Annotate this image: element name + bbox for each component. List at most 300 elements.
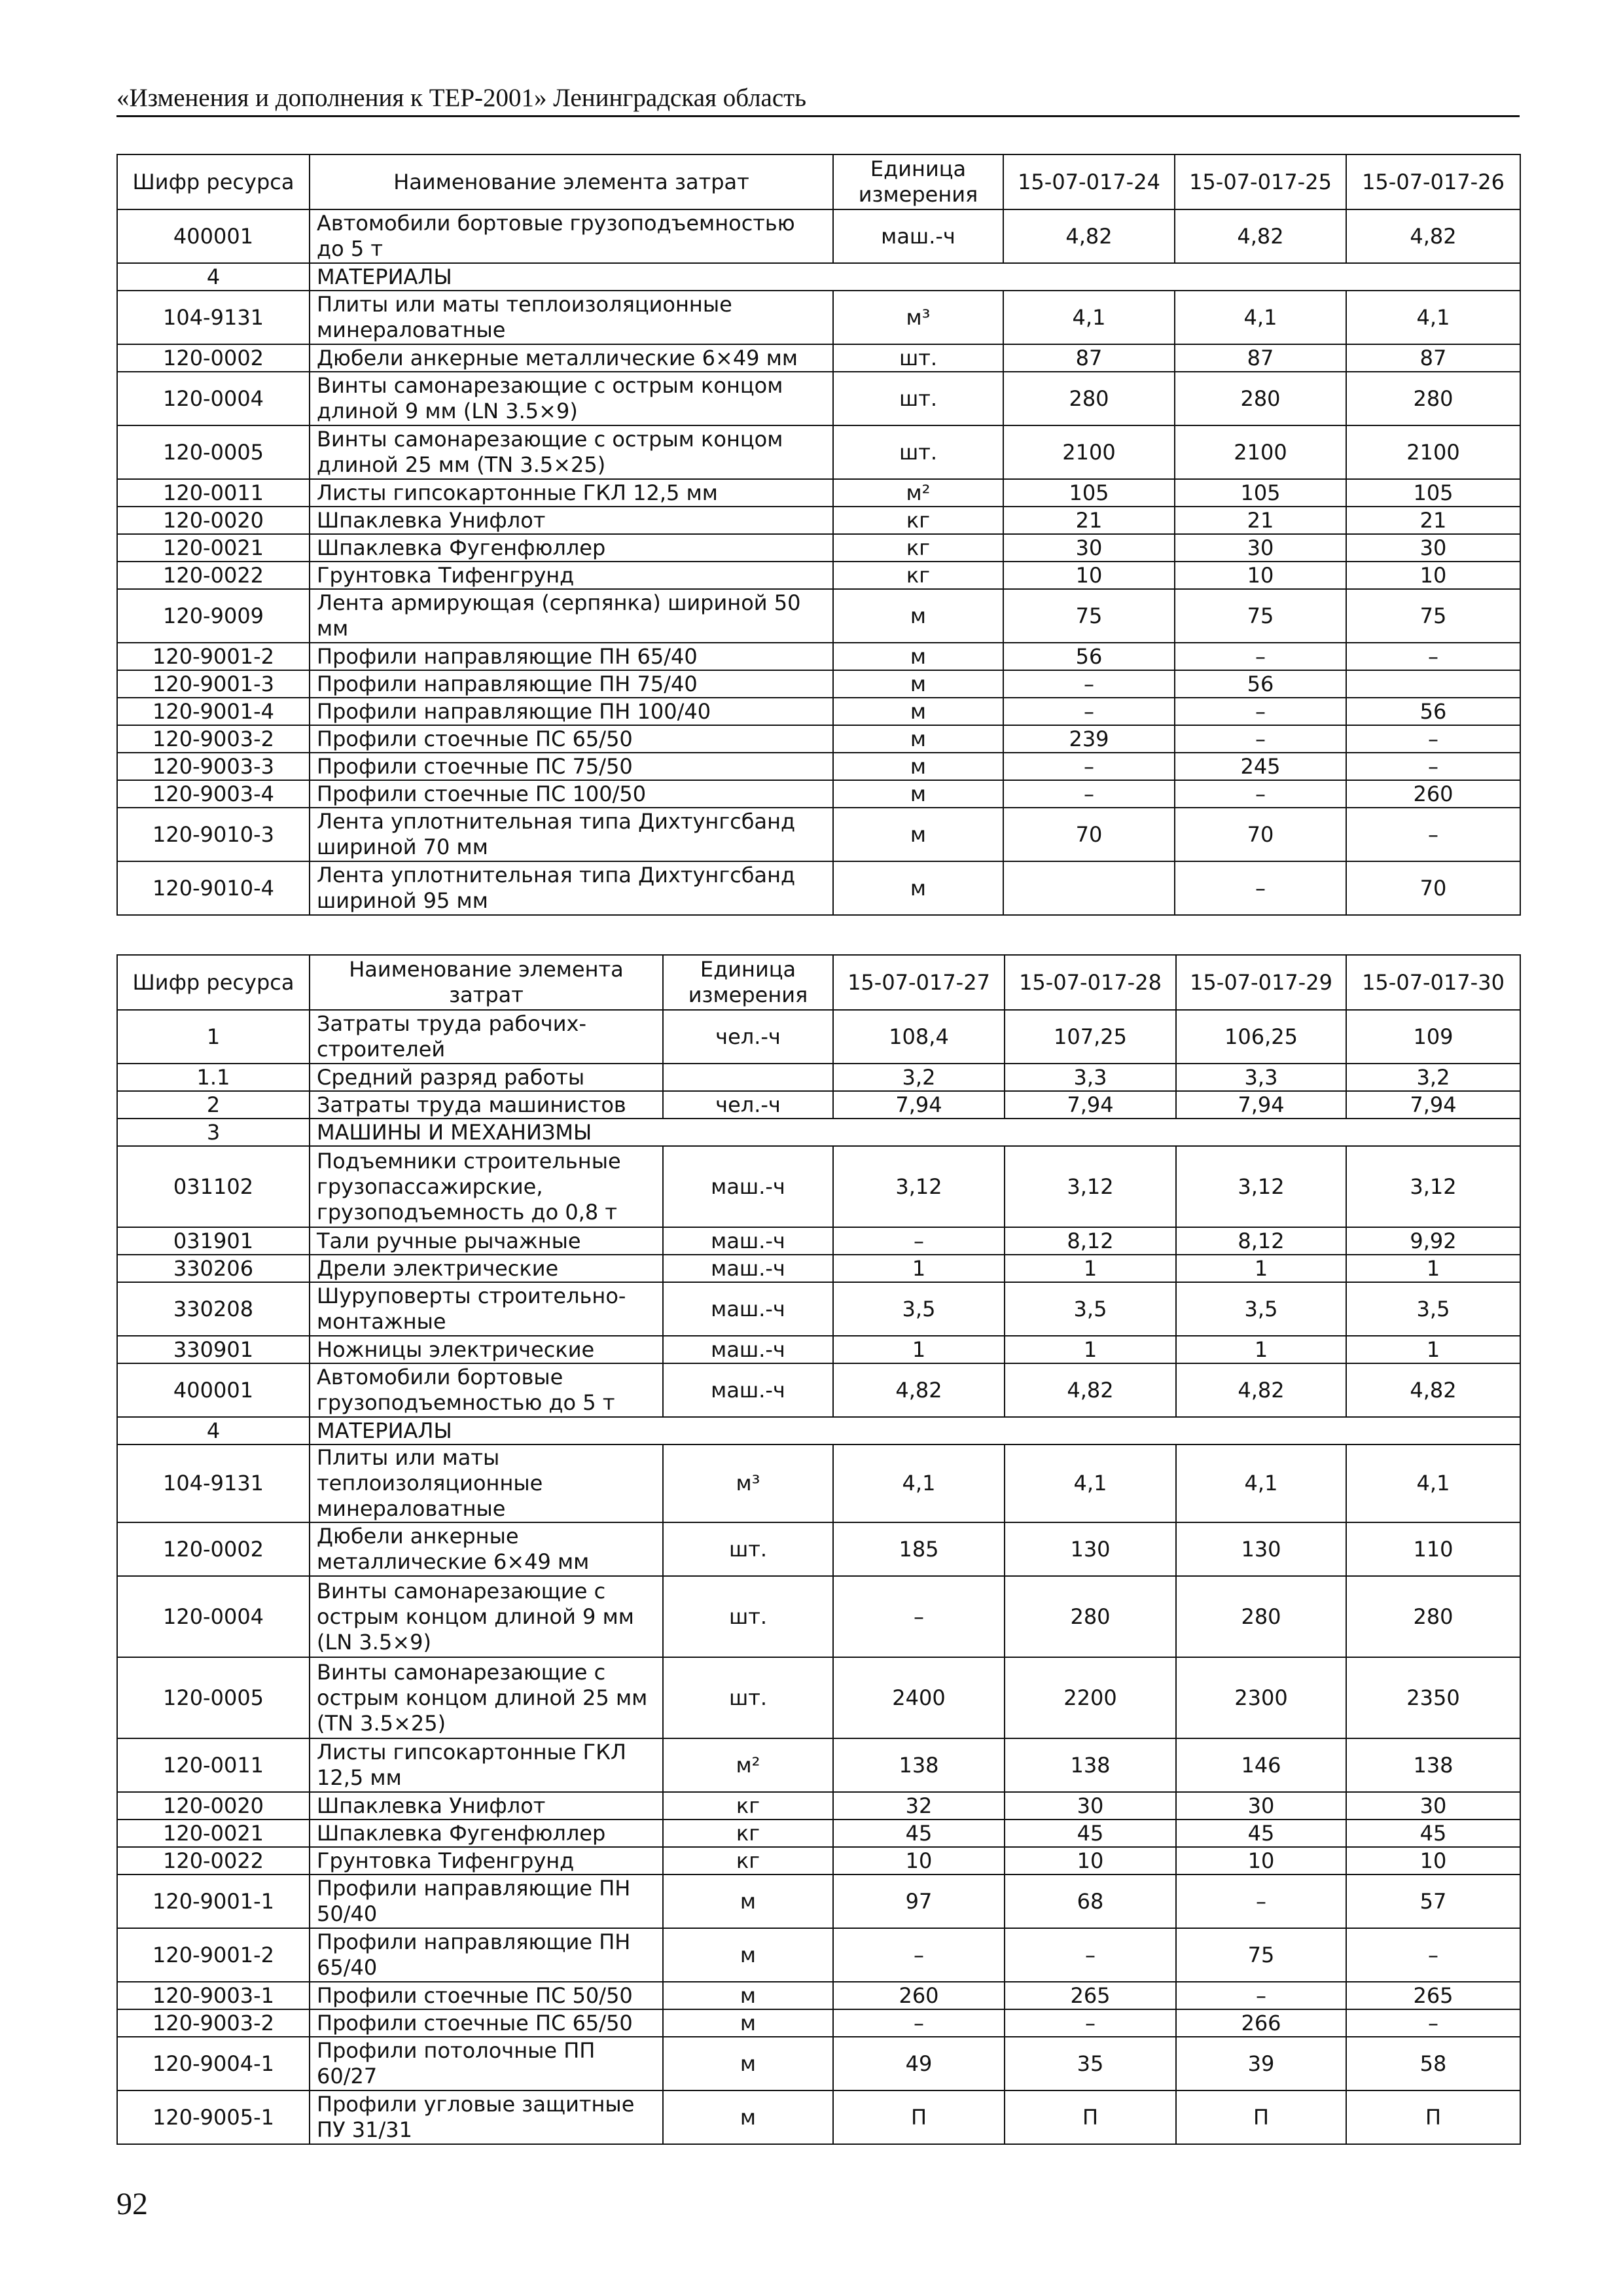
- value-cell: 70: [1003, 808, 1175, 861]
- value-cell: 138: [833, 1738, 1005, 1792]
- unit-cell: м: [833, 589, 1003, 643]
- resource-code-cell: 120-0005: [117, 425, 310, 479]
- value-cell: 245: [1175, 753, 1346, 780]
- unit-cell: м³: [833, 291, 1003, 344]
- value-cell: 105: [1003, 479, 1175, 507]
- value-cell: 70: [1175, 808, 1346, 861]
- resource-code-cell: 120-0020: [117, 507, 310, 534]
- resource-code-cell: 120-0002: [117, 344, 310, 372]
- column-header: 15-07-017-28: [1005, 955, 1176, 1010]
- value-cell: 56: [1175, 670, 1346, 698]
- value-cell: –: [833, 1576, 1005, 1657]
- value-cell: 4,1: [1346, 291, 1520, 344]
- resource-code-cell: 120-9001-2: [117, 1928, 310, 1982]
- value-cell: 57: [1346, 1874, 1520, 1928]
- unit-cell: [663, 1064, 833, 1091]
- value-cell: 4,82: [1175, 209, 1346, 263]
- table-row: [117, 1928, 1520, 1982]
- table-row: [117, 1064, 1520, 1091]
- value-cell: 30: [1346, 534, 1520, 562]
- cost-table-1: [116, 154, 1521, 916]
- value-cell: 2350: [1346, 1657, 1520, 1738]
- table-row: [117, 507, 1520, 534]
- value-cell: 3,12: [833, 1146, 1005, 1227]
- cost-element-name-cell: Лента уплотнительная типа Дихтунгсбанд шириной 70 мм: [310, 808, 833, 861]
- resource-code-cell: 120-0011: [117, 479, 310, 507]
- value-cell: 45: [1176, 1820, 1346, 1847]
- value-cell: 1: [833, 1255, 1005, 1282]
- value-cell: 30: [1005, 1792, 1176, 1820]
- value-cell: –: [1175, 725, 1346, 753]
- value-cell: 4,1: [1003, 291, 1175, 344]
- value-cell: 3,3: [1005, 1064, 1176, 1091]
- resource-code-cell: 120-9001-2: [117, 643, 310, 670]
- value-cell: 10: [1346, 562, 1520, 589]
- value-cell: 146: [1176, 1738, 1346, 1792]
- value-cell: 1: [1346, 1255, 1520, 1282]
- unit-cell: чел.-ч: [663, 1010, 833, 1064]
- value-cell: 56: [1003, 643, 1175, 670]
- value-cell: 49: [833, 2037, 1005, 2090]
- section-row: [117, 263, 1520, 291]
- resource-code-cell: 120-0002: [117, 1522, 310, 1576]
- value-cell: 87: [1175, 344, 1346, 372]
- value-cell: 4,82: [1346, 209, 1520, 263]
- table-row: [117, 209, 1520, 263]
- table-row: [117, 534, 1520, 562]
- value-cell: –: [1003, 698, 1175, 725]
- cost-element-name-cell: Профили направляющие ПН 65/40: [310, 1928, 663, 1982]
- resource-code-cell: 031102: [117, 1146, 310, 1227]
- value-cell: –: [1346, 725, 1520, 753]
- unit-cell: маш.-ч: [663, 1363, 833, 1417]
- unit-cell: м: [663, 1928, 833, 1982]
- cost-element-name-cell: Профили угловые защитные ПУ 31/31: [310, 2090, 663, 2144]
- unit-cell: маш.-ч: [663, 1255, 833, 1282]
- value-cell: –: [1175, 643, 1346, 670]
- value-cell: 3,2: [1346, 1064, 1520, 1091]
- value-cell: 10: [1003, 562, 1175, 589]
- value-cell: 3,2: [833, 1064, 1005, 1091]
- value-cell: 2300: [1176, 1657, 1346, 1738]
- unit-cell: м: [833, 725, 1003, 753]
- cost-element-name-cell: Винты самонарезающие с острым концом длиной 25 мм (TN 3.5×25): [310, 1657, 663, 1738]
- resource-code-cell: 104-9131: [117, 1444, 310, 1522]
- table-row: [117, 1982, 1520, 2009]
- table-row: [117, 861, 1520, 915]
- value-cell: 130: [1005, 1522, 1176, 1576]
- value-cell: 7,94: [1176, 1091, 1346, 1119]
- table-row: [117, 589, 1520, 643]
- column-header: Единица измерения: [663, 955, 833, 1010]
- table-row: [117, 1820, 1520, 1847]
- table-header-row: [117, 955, 1520, 1010]
- value-cell: 4,82: [1003, 209, 1175, 263]
- resource-code-cell: 3: [117, 1119, 310, 1146]
- value-cell: 3,5: [1346, 1282, 1520, 1336]
- table-row: [117, 372, 1520, 425]
- value-cell: П: [1346, 2090, 1520, 2144]
- value-cell: 280: [1176, 1576, 1346, 1657]
- value-cell: 130: [1176, 1522, 1346, 1576]
- unit-cell: шт.: [663, 1522, 833, 1576]
- table-row: [117, 1146, 1520, 1227]
- cost-element-name-cell: Профили стоечные ПС 75/50: [310, 753, 833, 780]
- resource-code-cell: 120-0005: [117, 1657, 310, 1738]
- table-row: [117, 1363, 1520, 1417]
- table-row: [117, 1227, 1520, 1255]
- resource-code-cell: 120-9001-4: [117, 698, 310, 725]
- table-row: [117, 1874, 1520, 1928]
- cost-element-name-cell: Профили направляющие ПН 50/40: [310, 1874, 663, 1928]
- table-row: [117, 1336, 1520, 1363]
- value-cell: 30: [1003, 534, 1175, 562]
- value-cell: 10: [1175, 562, 1346, 589]
- column-header: 15-07-017-24: [1003, 154, 1175, 209]
- cost-element-name-cell: Подъемники строительные грузопассажирские, грузоподъемность до 0,8 т: [310, 1146, 663, 1227]
- resource-code-cell: 120-9009: [117, 589, 310, 643]
- unit-cell: чел.-ч: [663, 1091, 833, 1119]
- value-cell: 3,5: [833, 1282, 1005, 1336]
- cost-element-name-cell: Профили направляющие ПН 65/40: [310, 643, 833, 670]
- cost-element-name-cell: Шуруповерты строительно-монтажные: [310, 1282, 663, 1336]
- value-cell: –: [1176, 1874, 1346, 1928]
- value-cell: –: [1003, 753, 1175, 780]
- value-cell: 108,4: [833, 1010, 1005, 1064]
- value-cell: 1: [1176, 1336, 1346, 1363]
- value-cell: 2100: [1003, 425, 1175, 479]
- cost-element-name-cell: Тали ручные рычажные: [310, 1227, 663, 1255]
- column-header: Шифр ресурса: [117, 955, 310, 1010]
- cost-element-name-cell: Листы гипсокартонные ГКЛ 12,5 мм: [310, 1738, 663, 1792]
- unit-cell: кг: [833, 534, 1003, 562]
- value-cell: 3,5: [1005, 1282, 1176, 1336]
- cost-element-name-cell: Профили направляющие ПН 100/40: [310, 698, 833, 725]
- value-cell: –: [1346, 808, 1520, 861]
- value-cell: –: [833, 2009, 1005, 2037]
- table-row: [117, 725, 1520, 753]
- cost-element-name-cell: МАТЕРИАЛЫ: [310, 1417, 1520, 1444]
- cost-element-name-cell: Плиты или маты теплоизоляционные минераловатные: [310, 1444, 663, 1522]
- table-row: [117, 1738, 1520, 1792]
- cost-element-name-cell: Дюбели анкерные металлические 6×49 мм: [310, 1522, 663, 1576]
- value-cell: –: [1346, 2009, 1520, 2037]
- value-cell: 280: [1175, 372, 1346, 425]
- table-row: [117, 1010, 1520, 1064]
- unit-cell: м: [833, 753, 1003, 780]
- value-cell: 280: [1346, 1576, 1520, 1657]
- resource-code-cell: 120-9001-1: [117, 1874, 310, 1928]
- cost-element-name-cell: Ножницы электрические: [310, 1336, 663, 1363]
- cost-element-name-cell: Дюбели анкерные металлические 6×49 мм: [310, 344, 833, 372]
- cost-element-name-cell: Профили направляющие ПН 75/40: [310, 670, 833, 698]
- resource-code-cell: 120-9004-1: [117, 2037, 310, 2090]
- value-cell: 265: [1346, 1982, 1520, 2009]
- value-cell: 107,25: [1005, 1010, 1176, 1064]
- table-row: [117, 670, 1520, 698]
- value-cell: 138: [1005, 1738, 1176, 1792]
- value-cell: 4,82: [833, 1363, 1005, 1417]
- resource-code-cell: 120-0022: [117, 562, 310, 589]
- value-cell: 97: [833, 1874, 1005, 1928]
- value-cell: 9,92: [1346, 1227, 1520, 1255]
- value-cell: –: [833, 1227, 1005, 1255]
- value-cell: 10: [1176, 1847, 1346, 1874]
- table-row: [117, 1792, 1520, 1820]
- value-cell: 8,12: [1005, 1227, 1176, 1255]
- cost-element-name-cell: Шпаклевка Унифлот: [310, 1792, 663, 1820]
- unit-cell: м²: [833, 479, 1003, 507]
- column-header: Единица измерения: [833, 154, 1003, 209]
- resource-code-cell: 120-0004: [117, 1576, 310, 1657]
- column-header: 15-07-017-25: [1175, 154, 1346, 209]
- column-header: 15-07-017-26: [1346, 154, 1520, 209]
- value-cell: 45: [833, 1820, 1005, 1847]
- value-cell: 45: [1346, 1820, 1520, 1847]
- resource-code-cell: 120-9003-2: [117, 725, 310, 753]
- cost-element-name-cell: Затраты труда рабочих-строителей: [310, 1010, 663, 1064]
- value-cell: 21: [1346, 507, 1520, 534]
- cost-element-name-cell: Грунтовка Тифенгрунд: [310, 562, 833, 589]
- unit-cell: м: [833, 780, 1003, 808]
- running-header: «Изменения и дополнения к ТЕР-2001» Ленинградская область: [116, 84, 1520, 117]
- resource-code-cell: 330206: [117, 1255, 310, 1282]
- value-cell: 30: [1346, 1792, 1520, 1820]
- resource-code-cell: 400001: [117, 1363, 310, 1417]
- value-cell: –: [1003, 780, 1175, 808]
- value-cell: 280: [1346, 372, 1520, 425]
- value-cell: 21: [1003, 507, 1175, 534]
- resource-code-cell: 031901: [117, 1227, 310, 1255]
- value-cell: 105: [1175, 479, 1346, 507]
- table-row: [117, 1576, 1520, 1657]
- value-cell: П: [1005, 2090, 1176, 2144]
- resource-code-cell: 120-9005-1: [117, 2090, 310, 2144]
- table-row: [117, 291, 1520, 344]
- value-cell: 32: [833, 1792, 1005, 1820]
- unit-cell: кг: [833, 507, 1003, 534]
- resource-code-cell: 4: [117, 1417, 310, 1444]
- value-cell: 75: [1175, 589, 1346, 643]
- cost-table-2: [116, 954, 1521, 2145]
- value-cell: –: [1175, 861, 1346, 915]
- unit-cell: м: [833, 861, 1003, 915]
- value-cell: 105: [1346, 479, 1520, 507]
- value-cell: 2100: [1346, 425, 1520, 479]
- value-cell: –: [1005, 2009, 1176, 2037]
- resource-code-cell: 2: [117, 1091, 310, 1119]
- cost-element-name-cell: МАТЕРИАЛЫ: [310, 263, 1520, 291]
- value-cell: 3,12: [1005, 1146, 1176, 1227]
- cost-element-name-cell: Лента армирующая (серпянка) шириной 50 мм: [310, 589, 833, 643]
- value-cell: 30: [1175, 534, 1346, 562]
- column-header: Наименование элемента затрат: [310, 955, 663, 1010]
- cost-element-name-cell: Профили стоечные ПС 100/50: [310, 780, 833, 808]
- resource-code-cell: 120-0022: [117, 1847, 310, 1874]
- resource-code-cell: 330208: [117, 1282, 310, 1336]
- page-number: 92: [116, 2187, 148, 2221]
- value-cell: 30: [1176, 1792, 1346, 1820]
- table-row: [117, 1282, 1520, 1336]
- cost-element-name-cell: Средний разряд работы: [310, 1064, 663, 1091]
- resource-code-cell: 120-9010-4: [117, 861, 310, 915]
- value-cell: 10: [833, 1847, 1005, 1874]
- value-cell: 75: [1346, 589, 1520, 643]
- value-cell: 2200: [1005, 1657, 1176, 1738]
- table-row: [117, 2009, 1520, 2037]
- unit-cell: шт.: [663, 1576, 833, 1657]
- unit-cell: м³: [663, 1444, 833, 1522]
- value-cell: 4,82: [1176, 1363, 1346, 1417]
- cost-element-name-cell: Винты самонарезающие с острым концом длиной 25 мм (TN 3.5×25): [310, 425, 833, 479]
- cost-element-name-cell: МАШИНЫ И МЕХАНИЗМЫ: [310, 1119, 1520, 1146]
- unit-cell: м: [833, 643, 1003, 670]
- unit-cell: м: [663, 1874, 833, 1928]
- value-cell: 4,82: [1346, 1363, 1520, 1417]
- value-cell: 260: [833, 1982, 1005, 2009]
- cost-element-name-cell: Шпаклевка Фугенфюллер: [310, 1820, 663, 1847]
- cost-element-name-cell: Винты самонарезающие с острым концом длиной 9 мм (LN 3.5×9): [310, 1576, 663, 1657]
- cost-element-name-cell: Затраты труда машинистов: [310, 1091, 663, 1119]
- table-row: [117, 1255, 1520, 1282]
- value-cell: 7,94: [1346, 1091, 1520, 1119]
- table-row: [117, 562, 1520, 589]
- value-cell: –: [833, 1928, 1005, 1982]
- column-header: 15-07-017-29: [1176, 955, 1346, 1010]
- unit-cell: кг: [663, 1820, 833, 1847]
- value-cell: 3,5: [1176, 1282, 1346, 1336]
- table-row: [117, 2037, 1520, 2090]
- resource-code-cell: 400001: [117, 209, 310, 263]
- value-cell: 1: [1005, 1255, 1176, 1282]
- resource-code-cell: 120-9010-3: [117, 808, 310, 861]
- value-cell: 260: [1346, 780, 1520, 808]
- value-cell: 75: [1003, 589, 1175, 643]
- value-cell: 7,94: [833, 1091, 1005, 1119]
- unit-cell: м: [833, 670, 1003, 698]
- unit-cell: м: [833, 698, 1003, 725]
- resource-code-cell: 120-0004: [117, 372, 310, 425]
- resource-code-cell: 4: [117, 263, 310, 291]
- unit-cell: маш.-ч: [663, 1146, 833, 1227]
- cost-element-name-cell: Грунтовка Тифенгрунд: [310, 1847, 663, 1874]
- value-cell: 4,1: [1346, 1444, 1520, 1522]
- value-cell: –: [1003, 670, 1175, 698]
- section-row: [117, 1119, 1520, 1146]
- unit-cell: маш.-ч: [833, 209, 1003, 263]
- value-cell: 2400: [833, 1657, 1005, 1738]
- table-row: [117, 780, 1520, 808]
- resource-code-cell: 120-9001-3: [117, 670, 310, 698]
- value-cell: 4,1: [833, 1444, 1005, 1522]
- cost-element-name-cell: Профили стоечные ПС 50/50: [310, 1982, 663, 2009]
- unit-cell: маш.-ч: [663, 1282, 833, 1336]
- value-cell: 185: [833, 1522, 1005, 1576]
- resource-code-cell: 120-0020: [117, 1792, 310, 1820]
- unit-cell: маш.-ч: [663, 1227, 833, 1255]
- cost-element-name-cell: Листы гипсокартонные ГКЛ 12,5 мм: [310, 479, 833, 507]
- table-row: [117, 1847, 1520, 1874]
- value-cell: 1: [1176, 1255, 1346, 1282]
- resource-code-cell: 120-9003-4: [117, 780, 310, 808]
- unit-cell: м: [833, 808, 1003, 861]
- cost-element-name-cell: Профили стоечные ПС 65/50: [310, 2009, 663, 2037]
- cost-element-name-cell: Шпаклевка Фугенфюллер: [310, 534, 833, 562]
- unit-cell: шт.: [663, 1657, 833, 1738]
- unit-cell: шт.: [833, 344, 1003, 372]
- table-row: [117, 643, 1520, 670]
- resource-code-cell: 120-9003-2: [117, 2009, 310, 2037]
- value-cell: 68: [1005, 1874, 1176, 1928]
- cost-element-name-cell: Автомобили бортовые грузоподъемностью до 5 т: [310, 1363, 663, 1417]
- value-cell: 39: [1176, 2037, 1346, 2090]
- value-cell: 10: [1346, 1847, 1520, 1874]
- unit-cell: шт.: [833, 372, 1003, 425]
- value-cell: 110: [1346, 1522, 1520, 1576]
- table-row: [117, 1522, 1520, 1576]
- unit-cell: м: [663, 2009, 833, 2037]
- resource-code-cell: 120-9003-1: [117, 1982, 310, 2009]
- value-cell: 35: [1005, 2037, 1176, 2090]
- column-header: 15-07-017-27: [833, 955, 1005, 1010]
- value-cell: –: [1346, 643, 1520, 670]
- value-cell: 106,25: [1176, 1010, 1346, 1064]
- cost-element-name-cell: Профили потолочные ПП 60/27: [310, 2037, 663, 2090]
- table-row: [117, 1444, 1520, 1522]
- value-cell: 265: [1005, 1982, 1176, 2009]
- value-cell: 1: [1005, 1336, 1176, 1363]
- table-header-row: [117, 154, 1520, 209]
- value-cell: 21: [1175, 507, 1346, 534]
- value-cell: 138: [1346, 1738, 1520, 1792]
- value-cell: 75: [1176, 1928, 1346, 1982]
- cost-element-name-cell: Профили стоечные ПС 65/50: [310, 725, 833, 753]
- resource-code-cell: 330901: [117, 1336, 310, 1363]
- table-row: [117, 344, 1520, 372]
- value-cell: [1346, 670, 1520, 698]
- cost-element-name-cell: Плиты или маты теплоизоляционные минераловатные: [310, 291, 833, 344]
- value-cell: 70: [1346, 861, 1520, 915]
- value-cell: –: [1346, 1928, 1520, 1982]
- value-cell: –: [1176, 1982, 1346, 2009]
- value-cell: 58: [1346, 2037, 1520, 2090]
- unit-cell: маш.-ч: [663, 1336, 833, 1363]
- value-cell: –: [1175, 698, 1346, 725]
- value-cell: 3,12: [1346, 1146, 1520, 1227]
- value-cell: [1003, 861, 1175, 915]
- unit-cell: шт.: [833, 425, 1003, 479]
- value-cell: 87: [1346, 344, 1520, 372]
- unit-cell: м: [663, 2037, 833, 2090]
- resource-code-cell: 120-9003-3: [117, 753, 310, 780]
- value-cell: 4,82: [1005, 1363, 1176, 1417]
- cost-element-name-cell: Автомобили бортовые грузоподъемностью до 5 т: [310, 209, 833, 263]
- value-cell: 10: [1005, 1847, 1176, 1874]
- column-header: Наименование элемента затрат: [310, 154, 833, 209]
- value-cell: 56: [1346, 698, 1520, 725]
- resource-code-cell: 1.1: [117, 1064, 310, 1091]
- resource-code-cell: 1: [117, 1010, 310, 1064]
- unit-cell: м²: [663, 1738, 833, 1792]
- value-cell: 4,1: [1176, 1444, 1346, 1522]
- cost-element-name-cell: Лента уплотнительная типа Дихтунгсбанд шириной 95 мм: [310, 861, 833, 915]
- table-row: [117, 1657, 1520, 1738]
- value-cell: 280: [1005, 1576, 1176, 1657]
- resource-code-cell: 120-0021: [117, 534, 310, 562]
- table-row: [117, 2090, 1520, 2144]
- unit-cell: кг: [833, 562, 1003, 589]
- table-row: [117, 698, 1520, 725]
